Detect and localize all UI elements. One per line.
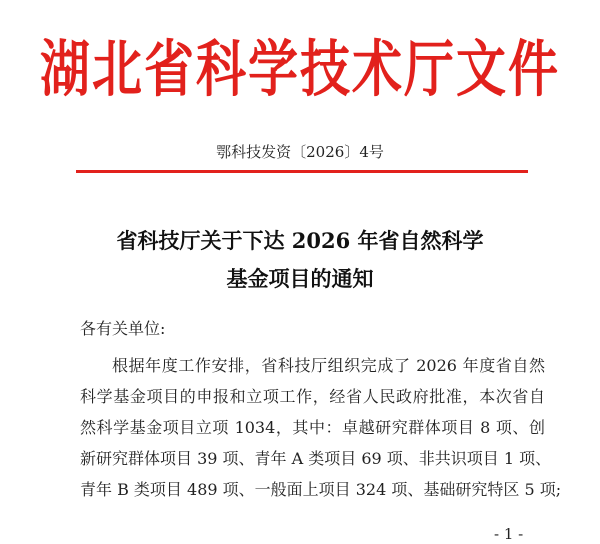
document-masthead: 湖北省科学技术厅文件 xyxy=(40,33,560,105)
body-line-3: 然科学基金项目立项 1034，其中：卓越研究群体项目 8 项、创 xyxy=(80,418,545,437)
page-number: - 1 - xyxy=(494,525,524,543)
body-line-5: 青年 B 类项目 489 项、一般面上项目 324 项、基础研究特区 5 项; xyxy=(80,480,562,499)
red-divider-rule xyxy=(76,170,528,173)
body-line-2: 科学基金项目的申报和立项工作，经省人民政府批准，本次省自 xyxy=(80,387,545,406)
document-number: 鄂科技发资〔2026〕4号 xyxy=(216,143,384,161)
title-line-1: 省科技厅关于下达 2026 年省自然科学 xyxy=(116,228,484,253)
salutation: 各有关单位: xyxy=(80,319,166,338)
title-line-2: 基金项目的通知 xyxy=(226,266,374,291)
body-line-4: 新研究群体项目 39 项、青年 A 类项目 69 项、非共识项目 1 项、 xyxy=(80,449,552,468)
body-paragraph xyxy=(80,350,562,505)
body-line-1: 根据年度工作安排，省科技厅组织完成了 2026 年度省自然 xyxy=(112,356,545,375)
document-title xyxy=(0,222,600,298)
